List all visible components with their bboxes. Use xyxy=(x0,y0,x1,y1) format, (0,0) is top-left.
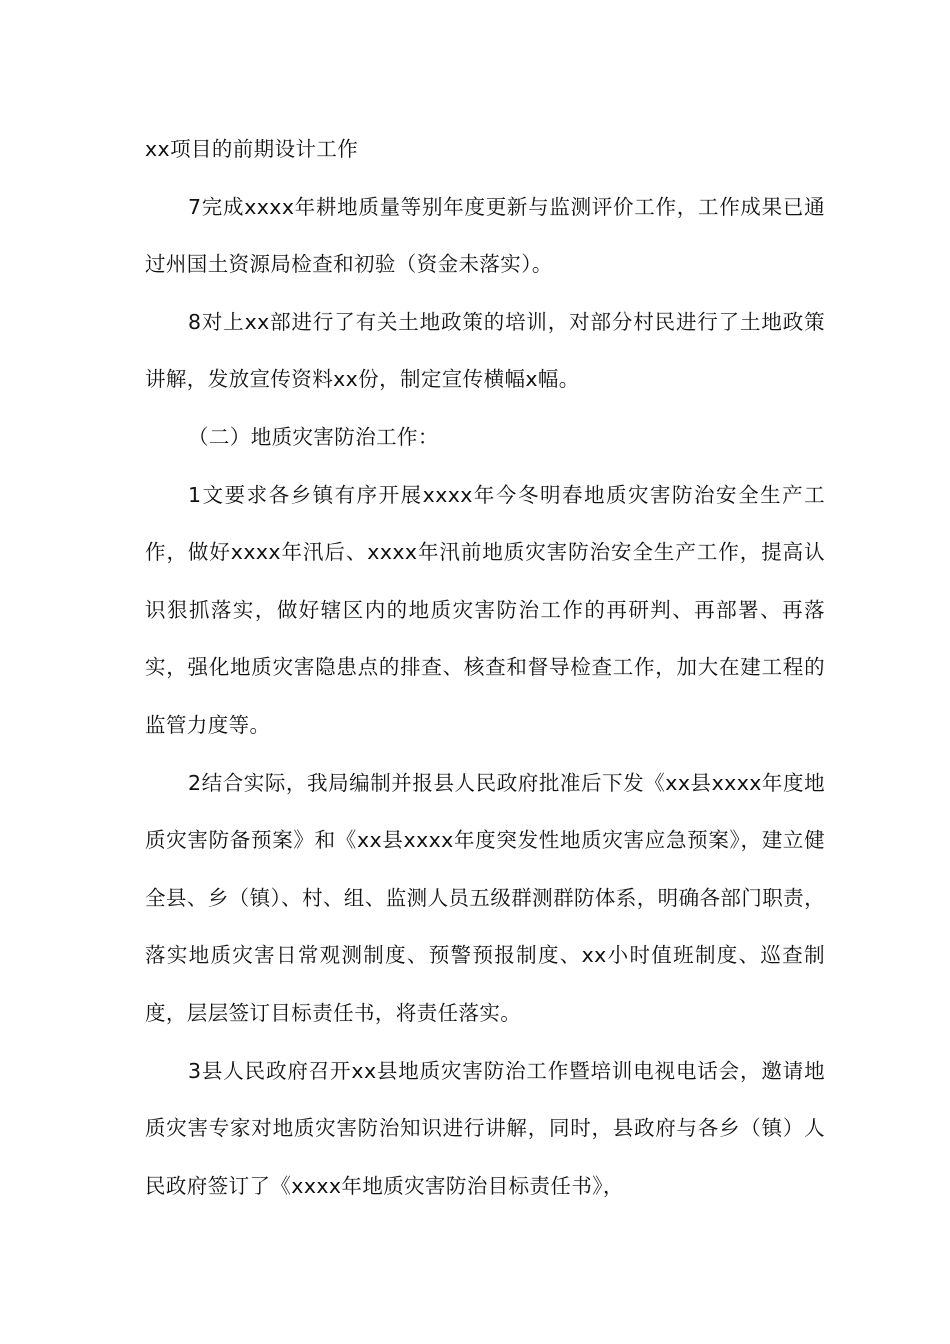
section-heading-geological-disaster: （二）地质灾害防治工作： xyxy=(188,424,439,449)
paragraph-item-7: 7完成xxxx年耕地质量等别年度更新与监测评价工作，工作成果已通过州国土资源局检查和初验（资金未落实）。 xyxy=(145,194,825,277)
document-body xyxy=(145,121,825,1215)
paragraph-item-2: 2结合实际，我局编制并报县人民政府批准后下发《xx县xxxx年度地质灾害防备预案》和《xx县xxxx年度突发性地质灾害应急预案》，建立健全县、乡（镇）、村、组、监测人员五级群测群防体系，明确各部门职责，落实地质灾害日常观测制度、预警预报制度、xx小时值班制度、巡查制度，层层签订目标责任书，将责任落实。 xyxy=(145,770,825,1025)
paragraph-item-1: 1文要求各乡镇有序开展xxxx年今冬明春地质灾害防治安全生产工作，做好xxxx年汛后、xxxx年汛前地质灾害防治安全生产工作，提高认识狠抓落实，做好辖区内的地质灾害防治工作的再研判、再部署、再落实，强化地质灾害隐患点的排查、核查和督导检查工作，加大在建工程的监管力度等。 xyxy=(145,482,825,737)
paragraph-item-3: 3县人民政府召开xx县地质灾害防治工作暨培训电视电话会，邀请地质灾害专家对地质灾害防治知识进行讲解，同时，县政府与各乡（镇）人民政府签订了《xxxx年地质灾害防治目标责任书》， xyxy=(145,1058,825,1198)
paragraph-item-8: 8对上xx部进行了有关土地政策的培训，对部分村民进行了土地政策讲解，发放宣传资料xx份，制定宣传横幅x幅。 xyxy=(145,309,825,392)
paragraph-continuation: xx项目的前期设计工作 xyxy=(145,137,359,161)
